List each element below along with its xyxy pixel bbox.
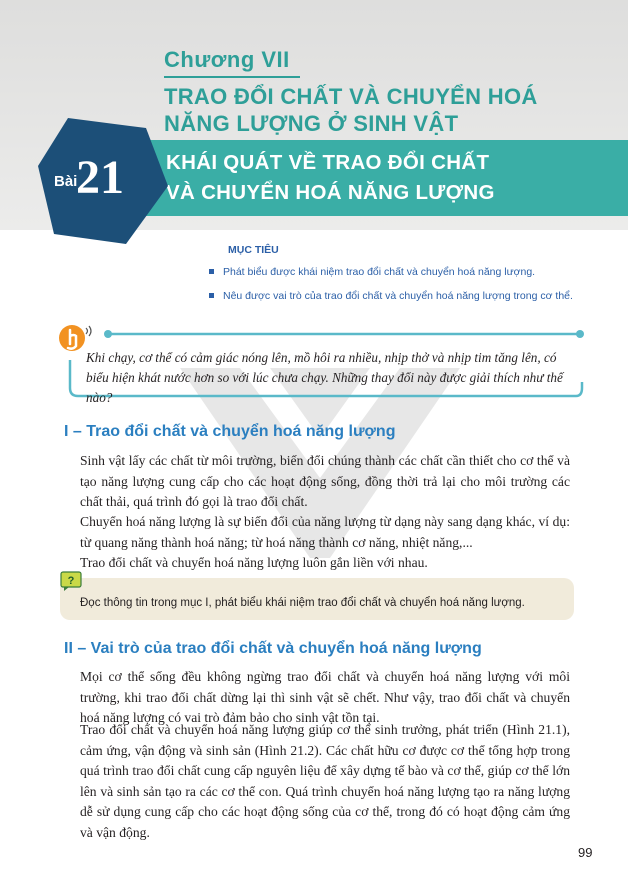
question-text: Đọc thông tin trong mục I, phát biểu khái niệm trao đổi chất và chuyển hoá năng lượng. <box>80 597 525 609</box>
chapter-name-line: TRAO ĐỔI CHẤT VÀ CHUYỂN HOÁ <box>164 84 538 109</box>
lesson-number: 21 <box>76 151 124 204</box>
lesson-title-line: VÀ CHUYỂN HOÁ NĂNG LƯỢNG <box>166 181 495 204</box>
chapter-underline <box>164 76 300 78</box>
objective-item <box>209 266 535 278</box>
paragraph: Trao đổi chất và chuyển hoá năng lượng luôn gắn liền với nhau. <box>80 555 428 570</box>
lesson-label: Bài <box>54 173 78 190</box>
page-number: 99 <box>578 845 593 860</box>
paragraph: Chuyển hoá năng lượng là sự biến đổi của năng lượng từ dạng này sang dạng khác, ví dụ: từ quang năng thành hoá năng; từ hoá năng thành cơ năng, nhiệt năng,... <box>80 514 570 550</box>
chapter-label: Chương VII <box>164 47 290 72</box>
bullet-icon <box>209 269 214 274</box>
lesson-title <box>166 148 495 208</box>
objective-item <box>209 290 573 302</box>
paragraph: Mọi cơ thể sống đều không ngừng trao đổi chất và chuyển hoá năng lượng với môi trường, khi trao đổi chất dừng lại thì sinh vật sẽ chết. Như vậy, trao đổi chất và chuyển hoá năng lượng có vai trò đảm bảo cho sinh vật tồn tại. <box>80 669 570 725</box>
question-mark-icon <box>60 571 82 591</box>
objective-text: Nêu được vai trò của trao đổi chất và chuyển hoá năng lượng trong cơ thể. <box>223 290 573 302</box>
intro-question: Khi chạy, cơ thể có cảm giác nóng lên, mồ hôi ra nhiều, nhịp thở và nhịp tim tăng lên, có biểu hiện khát nước hơn so với lúc chưa chạy. Những thay đổi này được giải thích như thế nào? <box>86 350 563 405</box>
svg-text:?: ? <box>67 575 75 587</box>
bullet-icon <box>209 293 214 298</box>
objective-text: Phát biểu được khái niệm trao đổi chất và chuyển hoá năng lượng. <box>223 266 536 278</box>
paragraph: Sinh vật lấy các chất từ môi trường, biến đổi chúng thành các chất cần thiết cho cơ thể và tạo năng lượng cung cấp cho các hoạt động sống, đồng thời trả lại cho môi trường các chất thải, quá trình đó gọi là trao đổi chất. <box>80 453 570 509</box>
lesson-title-line: KHÁI QUÁT VỀ TRAO ĐỔI CHẤT <box>166 151 490 174</box>
section-2-heading: II – Vai trò của trao đổi chất và chuyển hoá năng lượng <box>64 640 482 657</box>
objectives-title: MỤC TIÊU <box>228 244 279 256</box>
chapter-name-line: NĂNG LƯỢNG Ở SINH VẬT <box>164 111 459 136</box>
paragraph: Trao đổi chất và chuyển hoá năng lượng giúp cơ thể sinh trưởng, phát triển (Hình 21.1), cảm ứng, vận động và sinh sản (Hình 21.2). Các chất hữu cơ được cơ thể tổng hợp trong quá trình trao đổi chất cung cấp nguyên liệu để xây dựng tế bào và cơ thể, giúp cơ thể lớn lên và sinh sản tạo ra các cơ thể con. Quá trình chuyển hoá năng lượng tạo ra năng lượng dễ sử dụng cung cấp cho các hoạt động sống của cơ thể, trong đó có hoạt động cảm ứng và vận động. <box>80 722 570 840</box>
section-1-heading: I – Trao đổi chất và chuyển hoá năng lượng <box>64 423 396 440</box>
chapter-name <box>164 83 604 137</box>
